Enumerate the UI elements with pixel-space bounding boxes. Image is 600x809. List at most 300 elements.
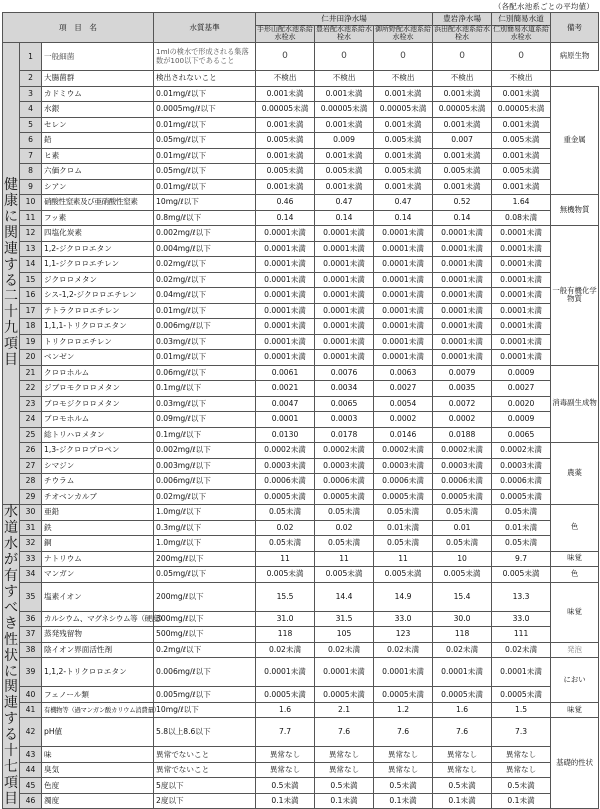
table-row: [3, 303, 599, 319]
item-name: カルシウム、マグネシウム等（硬度）: [42, 611, 154, 627]
measured-value: 0.0006未満: [374, 474, 433, 490]
measured-value: 不検出: [433, 71, 492, 87]
measured-value: 0.001未満: [433, 86, 492, 102]
standard-value: 1.0mg/ℓ以下: [154, 505, 256, 521]
table-row: [3, 334, 599, 350]
measured-value: 0.0178: [315, 427, 374, 443]
measured-value: 0.0001未満: [374, 334, 433, 350]
measured-value: 0.5未満: [492, 778, 551, 794]
standard-value: 0.2mg/ℓ以下: [154, 642, 256, 658]
measured-value: 0.001未満: [256, 179, 315, 195]
measured-value: 0.1未満: [374, 793, 433, 809]
measured-value: 0.0146: [374, 427, 433, 443]
header-row-1: [3, 13, 599, 26]
measured-value: 0.00005未満: [492, 102, 551, 118]
measured-value: 0.0005未満: [492, 489, 551, 505]
measured-value: 0.005未満: [256, 133, 315, 149]
standard-value: 検出されないこと: [154, 71, 256, 87]
measured-value: 0.0005未満: [256, 489, 315, 505]
measured-value: 0.00005未満: [256, 102, 315, 118]
measured-value: 0.01未満: [492, 520, 551, 536]
table-row: [3, 381, 599, 397]
table-row: [3, 412, 599, 428]
table-row: [3, 611, 599, 627]
measured-value: 0.005未満: [256, 567, 315, 583]
measured-value: 0.0002: [433, 412, 492, 428]
row-number: 46: [20, 793, 42, 809]
standard-value: 0.06mg/ℓ以下: [154, 365, 256, 381]
standard-value: 0.002mg/ℓ以下: [154, 443, 256, 459]
remark-r6: 農薬: [551, 443, 599, 505]
remark-r13: 味覚: [551, 702, 599, 718]
table-row: [3, 288, 599, 304]
measured-value: 0.0001未満: [256, 272, 315, 288]
table-row: [3, 102, 599, 118]
measured-value: 0.01: [433, 520, 492, 536]
measured-value: 0.0001未満: [315, 241, 374, 257]
item-name: 亜鉛: [42, 505, 154, 521]
measured-value: 0.1未満: [433, 793, 492, 809]
measured-value: 0.0001未満: [315, 350, 374, 366]
item-name: 総トリハロメタン: [42, 427, 154, 443]
item-name: 1,1,2-トリクロロエタン: [42, 658, 154, 687]
table-row: [3, 365, 599, 381]
table-row: [3, 747, 599, 763]
measured-value: 異常なし: [256, 762, 315, 778]
standard-value: 0.02mg/ℓ以下: [154, 489, 256, 505]
row-number: 8: [20, 164, 42, 180]
row-number: 43: [20, 747, 42, 763]
measured-value: 0.1未満: [492, 793, 551, 809]
measured-value: 0.0001未満: [433, 241, 492, 257]
item-name: 1,1-ジクロロエチレン: [42, 257, 154, 273]
measured-value: 0.01未満: [374, 520, 433, 536]
row-number: 35: [20, 582, 42, 611]
measured-value: 0.005未満: [374, 164, 433, 180]
measured-value: 0.005未満: [433, 567, 492, 583]
standard-value: 0.006mg/ℓ以下: [154, 319, 256, 335]
table-row: [3, 117, 599, 133]
measured-value: 9.7: [492, 551, 551, 567]
measured-value: 0.001未満: [315, 86, 374, 102]
table-row: [3, 658, 599, 687]
item-name: セレン: [42, 117, 154, 133]
measured-value: 7.6: [433, 718, 492, 747]
measured-value: 10: [433, 551, 492, 567]
standard-value: 0.01mg/ℓ以下: [154, 179, 256, 195]
measured-value: 0.05未満: [374, 505, 433, 521]
measured-value: 15.5: [256, 582, 315, 611]
row-number: 33: [20, 551, 42, 567]
item-name: 塩素イオン: [42, 582, 154, 611]
measured-value: 0.001未満: [433, 179, 492, 195]
remark-r1: 病原生物: [551, 43, 599, 71]
standard-value: 0.1mg/ℓ以下: [154, 381, 256, 397]
measured-value: 0.001未満: [256, 148, 315, 164]
measured-value: 0.001未満: [492, 86, 551, 102]
row-number: 1: [20, 43, 42, 71]
row-number: 29: [20, 489, 42, 505]
standard-value: 0.01mg/ℓ以下: [154, 148, 256, 164]
measured-value: 0.0047: [256, 396, 315, 412]
standard-value: 0.05mg/ℓ以下: [154, 567, 256, 583]
measured-value: 0.0005未満: [433, 687, 492, 703]
item-name: 蒸発残留物: [42, 627, 154, 643]
measured-value: 0.0001未満: [492, 257, 551, 273]
item-name: 銅: [42, 536, 154, 552]
measured-value: 0.0006未満: [315, 474, 374, 490]
measured-value: 0.001未満: [433, 117, 492, 133]
table-row: [3, 702, 599, 718]
measured-value: 0.0001未満: [374, 350, 433, 366]
row-number: 13: [20, 241, 42, 257]
measured-value: 1.6: [433, 702, 492, 718]
measured-value: 0.02未満: [315, 642, 374, 658]
item-name: ブロモホルム: [42, 412, 154, 428]
table-row: [3, 458, 599, 474]
measured-value: 0.0002未満: [433, 443, 492, 459]
measured-value: 0.0006未満: [433, 474, 492, 490]
measured-value: 0.0001: [256, 412, 315, 428]
item-name: ジブロモクロロメタン: [42, 381, 154, 397]
measured-value: 0.14: [433, 210, 492, 226]
measured-value: 0.0002未満: [315, 443, 374, 459]
measured-value: 0.001未満: [492, 179, 551, 195]
standard-value: 0.02mg/ℓ以下: [154, 257, 256, 273]
measured-value: 0.005未満: [256, 164, 315, 180]
measured-value: 0.00005未満: [315, 102, 374, 118]
measured-value: 0.0001未満: [315, 334, 374, 350]
standard-value: 0.005mg/ℓ以下: [154, 687, 256, 703]
measured-value: 0.001未満: [374, 148, 433, 164]
item-name: ヒ素: [42, 148, 154, 164]
measured-value: 0.0009: [492, 365, 551, 381]
measured-value: 7.3: [492, 718, 551, 747]
measured-value: 0.0001未満: [374, 303, 433, 319]
measured-value: 0.0001未満: [256, 226, 315, 242]
measured-value: 異常なし: [433, 747, 492, 763]
measured-value: 0.0002未満: [374, 443, 433, 459]
measured-value: 0.0001未満: [315, 658, 374, 687]
measured-value: 0.0027: [492, 381, 551, 397]
remark-r12: におい: [551, 658, 599, 703]
measured-value: 0.001未満: [492, 148, 551, 164]
standard-value: 0.03mg/ℓ以下: [154, 334, 256, 350]
measured-value: 0.0076: [315, 365, 374, 381]
item-name: 鉛: [42, 133, 154, 149]
measured-value: 0.0001未満: [374, 257, 433, 273]
item-name: 濁度: [42, 793, 154, 809]
table-row: [3, 71, 599, 87]
table-row: [3, 86, 599, 102]
measured-value: 0.0054: [374, 396, 433, 412]
table-row: [3, 582, 599, 611]
row-number: 31: [20, 520, 42, 536]
row-number: 9: [20, 179, 42, 195]
item-name: 有機物等（過マンガン酸カリウム消費量）: [42, 702, 154, 718]
table-row: [3, 226, 599, 242]
standard-value: 0.05mg/ℓ以下: [154, 164, 256, 180]
measured-value: 0.0001未満: [374, 241, 433, 257]
standard-value: 0.01mg/ℓ以下: [154, 350, 256, 366]
measured-value: 0.05未満: [256, 536, 315, 552]
measured-value: 0.005未満: [433, 164, 492, 180]
item-name: トリクロロエチレン: [42, 334, 154, 350]
standard-value: 5度以下: [154, 778, 256, 794]
measured-value: 123: [374, 627, 433, 643]
measured-value: 0.005未満: [492, 567, 551, 583]
measured-value: 0.0001未満: [433, 350, 492, 366]
table-row: [3, 489, 599, 505]
table-row: [3, 687, 599, 703]
measured-value: 0.0001未満: [433, 257, 492, 273]
measured-value: 0.0005未満: [315, 687, 374, 703]
measured-value: 0.14: [374, 210, 433, 226]
measured-value: 0.001未満: [256, 86, 315, 102]
measured-value: 33.0: [374, 611, 433, 627]
item-name: 1,2-ジクロロエタン: [42, 241, 154, 257]
item-name: チオベンカルブ: [42, 489, 154, 505]
item-name: シマジン: [42, 458, 154, 474]
item-name: シアン: [42, 179, 154, 195]
row-number: 23: [20, 396, 42, 412]
row-number: 44: [20, 762, 42, 778]
measured-value: 7.6: [374, 718, 433, 747]
measured-value: 0.0001未満: [374, 658, 433, 687]
measured-value: 0.1未満: [315, 793, 374, 809]
measured-value: 異常なし: [315, 762, 374, 778]
measured-value: 0.0035: [433, 381, 492, 397]
standard-value: 0.3mg/ℓ以下: [154, 520, 256, 536]
row-number: 40: [20, 687, 42, 703]
measured-value: 0.0001未満: [492, 288, 551, 304]
measured-value: 0.005未満: [315, 567, 374, 583]
standard-value: 200mg/ℓ以下: [154, 551, 256, 567]
table-row: [3, 43, 599, 71]
row-number: 37: [20, 627, 42, 643]
row-number: 45: [20, 778, 42, 794]
measured-value: 11: [315, 551, 374, 567]
header-plant-nibetsu: 仁別簡易水道: [492, 13, 551, 26]
measured-value: 0.001未満: [315, 148, 374, 164]
measured-value: 14.4: [315, 582, 374, 611]
measured-value: 0.47: [315, 195, 374, 211]
measured-value: 0.0003未満: [315, 458, 374, 474]
standard-value: 0.01mg/ℓ以下: [154, 86, 256, 102]
standard-value: 1mlの検水で形成される集落数が100以下であること: [154, 43, 256, 71]
row-number: 42: [20, 718, 42, 747]
measured-value: 0.0001未満: [492, 303, 551, 319]
header-plant-toyoiwa: 豊岩浄水場: [433, 13, 492, 26]
standard-value: 10mg/ℓ以下: [154, 195, 256, 211]
table-row: [3, 505, 599, 521]
measured-value: 0.0188: [433, 427, 492, 443]
table-row: [3, 627, 599, 643]
measured-value: 0.0002未満: [492, 443, 551, 459]
row-number: 27: [20, 458, 42, 474]
standard-value: 2度以下: [154, 793, 256, 809]
measured-value: 30.0: [433, 611, 492, 627]
standard-value: 異常でないこと: [154, 747, 256, 763]
measured-value: 0.0020: [492, 396, 551, 412]
row-number: 12: [20, 226, 42, 242]
item-name: カドミウム: [42, 86, 154, 102]
table-row: [3, 551, 599, 567]
measured-value: 0.0009: [492, 412, 551, 428]
standard-value: 200mg/ℓ以下: [154, 582, 256, 611]
table-row: [3, 536, 599, 552]
measured-value: 0: [256, 43, 315, 71]
standard-value: 0.0005mg/ℓ以下: [154, 102, 256, 118]
standard-value: 10mg/ℓ以下: [154, 702, 256, 718]
measured-value: 0.0001未満: [256, 334, 315, 350]
measured-value: 異常なし: [492, 762, 551, 778]
item-name: 鉄: [42, 520, 154, 536]
table-row: [3, 257, 599, 273]
measured-value: 0.14: [315, 210, 374, 226]
measured-value: 異常なし: [374, 762, 433, 778]
standard-value: 500mg/ℓ以下: [154, 627, 256, 643]
measured-value: 0.52: [433, 195, 492, 211]
measured-value: 0.0006未満: [256, 474, 315, 490]
item-name: フッ素: [42, 210, 154, 226]
measured-value: 0.0003未満: [492, 458, 551, 474]
remark-r9: 色: [551, 567, 599, 583]
measured-value: 0.0072: [433, 396, 492, 412]
standard-value: 0.05mg/ℓ以下: [154, 133, 256, 149]
measured-value: 0.0003未満: [374, 458, 433, 474]
item-name: チウラム: [42, 474, 154, 490]
row-number: 30: [20, 505, 42, 521]
measured-value: 0.0001未満: [256, 303, 315, 319]
item-name: ジクロロメタン: [42, 272, 154, 288]
remark-r2: 重金属: [551, 86, 599, 195]
row-number: 20: [20, 350, 42, 366]
measured-value: 111: [492, 627, 551, 643]
measured-value: 0.05未満: [433, 505, 492, 521]
measured-value: 0.0001未満: [315, 288, 374, 304]
measured-value: 0: [315, 43, 374, 71]
measured-value: 0.5未満: [374, 778, 433, 794]
item-name: マンガン: [42, 567, 154, 583]
measured-value: 0.0001未満: [256, 257, 315, 273]
item-name: 大腸菌群: [42, 71, 154, 87]
measured-value: 0.0003未満: [256, 458, 315, 474]
measured-value: 0.5未満: [256, 778, 315, 794]
measured-value: 0.001未満: [256, 117, 315, 133]
item-name: 陰イオン界面活性剤: [42, 642, 154, 658]
standard-value: 0.8mg/ℓ以下: [154, 210, 256, 226]
measured-value: 0.0001未満: [315, 257, 374, 273]
item-name: 六価クロム: [42, 164, 154, 180]
item-name: 1,3-ジクロロプロペン: [42, 443, 154, 459]
header-item: 項 目 名: [3, 13, 154, 43]
measured-value: 0.0003: [315, 412, 374, 428]
category-properties: 水道水が有すべき性状に関連する十七項目: [4, 504, 18, 808]
measured-value: 異常なし: [374, 747, 433, 763]
row-number: 17: [20, 303, 42, 319]
measured-value: 異常なし: [433, 762, 492, 778]
item-name: 一般細菌: [42, 43, 154, 71]
standard-value: 1.0mg/ℓ以下: [154, 536, 256, 552]
item-name: pH値: [42, 718, 154, 747]
measured-value: 0.0065: [492, 427, 551, 443]
measured-value: 0.02: [315, 520, 374, 536]
water-quality-table: [2, 12, 599, 809]
standard-value: 0.006mg/ℓ以下: [154, 658, 256, 687]
measured-value: 0.02: [256, 520, 315, 536]
measured-value: 0.0001未満: [374, 288, 433, 304]
table-row: [3, 718, 599, 747]
measured-value: 118: [256, 627, 315, 643]
measured-value: 0.0001未満: [315, 319, 374, 335]
row-number: 5: [20, 117, 42, 133]
measured-value: 0.0005未満: [492, 687, 551, 703]
measured-value: 0.005未満: [374, 567, 433, 583]
measured-value: 異常なし: [256, 747, 315, 763]
measured-value: 0.05未満: [315, 505, 374, 521]
table-row: [3, 241, 599, 257]
standard-value: 0.002mg/ℓ以下: [154, 226, 256, 242]
table-body: [3, 43, 599, 809]
measured-value: 0.0002未満: [256, 443, 315, 459]
row-number: 19: [20, 334, 42, 350]
measured-value: 0.0001未満: [433, 272, 492, 288]
measured-value: 0: [374, 43, 433, 71]
measured-value: 不検出: [492, 71, 551, 87]
measured-value: 31.5: [315, 611, 374, 627]
measured-value: 0.0002: [374, 412, 433, 428]
row-number: 39: [20, 658, 42, 687]
measured-value: 0.05未満: [492, 536, 551, 552]
measured-value: 0.0130: [256, 427, 315, 443]
measured-value: 0.0001未満: [256, 350, 315, 366]
item-name: ブロモジクロロメタン: [42, 396, 154, 412]
measured-value: 0.0001未満: [433, 334, 492, 350]
item-name: 四塩化炭素: [42, 226, 154, 242]
row-number: 38: [20, 642, 42, 658]
standard-value: 0.03mg/ℓ以下: [154, 396, 256, 412]
measured-value: 0.0001未満: [492, 319, 551, 335]
item-name: ナトリウム: [42, 551, 154, 567]
row-number: 10: [20, 195, 42, 211]
item-name: 臭気: [42, 762, 154, 778]
measured-value: 0.0001未満: [374, 272, 433, 288]
measured-value: 13.3: [492, 582, 551, 611]
standard-value: 300mg/ℓ以下: [154, 611, 256, 627]
table-row: [3, 179, 599, 195]
measured-value: 0.001未満: [374, 86, 433, 102]
measured-value: 0.0079: [433, 365, 492, 381]
remark-r5: 消毒副生成物: [551, 365, 599, 443]
measured-value: 0.001未満: [492, 117, 551, 133]
measured-value: 不検出: [256, 71, 315, 87]
measured-value: 0.0001未満: [492, 241, 551, 257]
measured-value: 0.0001未満: [374, 319, 433, 335]
standard-value: 0.1mg/ℓ以下: [154, 427, 256, 443]
header-standard: 水質基準: [154, 13, 256, 43]
measured-value: 0.0001未満: [256, 288, 315, 304]
measured-value: 0.08未満: [492, 210, 551, 226]
measured-value: 0.0001未満: [492, 350, 551, 366]
measured-value: 0.0061: [256, 365, 315, 381]
measured-value: 0.0001未満: [433, 319, 492, 335]
row-number: 6: [20, 133, 42, 149]
table-row: [3, 350, 599, 366]
remark-r3: 無機物質: [551, 195, 599, 226]
row-number: 4: [20, 102, 42, 118]
item-name: ベンゼン: [42, 350, 154, 366]
